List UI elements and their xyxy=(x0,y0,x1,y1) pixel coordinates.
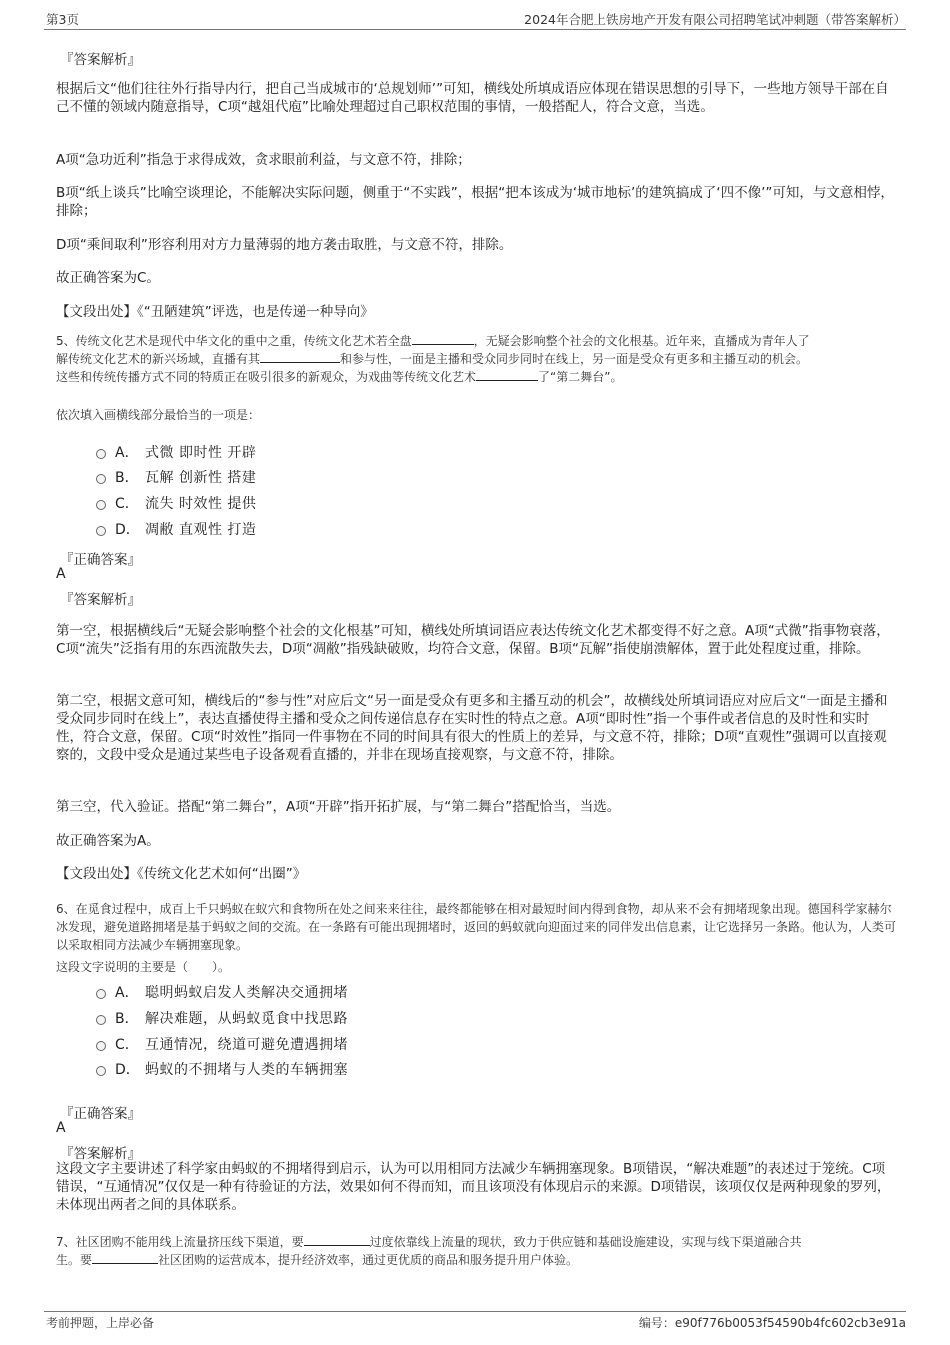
analysis-option-a: A项“急功近利”指急于求得成效，贪求眼前利益，与文意不符，排除； xyxy=(56,152,471,168)
option-d[interactable]: D． 凋敝 直观性 打造 xyxy=(96,519,256,539)
option-d[interactable]: D． 蚂蚁的不拥堵与人类的车辆拥塞 xyxy=(96,1059,348,1079)
source-citation: 【文段出处】《“丑陋建筑”评选，也是传递一种导向》 xyxy=(56,304,374,320)
question-prompt: 依次填入画横线部分最恰当的一项是： xyxy=(56,408,261,422)
fill-blank-2 xyxy=(92,1251,158,1264)
header-divider xyxy=(44,29,906,30)
option-b[interactable]: B． 解决难题，从蚂蚁觅食中找思路 xyxy=(96,1008,348,1028)
fill-blank-3 xyxy=(476,368,538,381)
option-c[interactable]: C． 互通情况，绕道可避免遭遇拥堵 xyxy=(96,1034,348,1054)
radio-button[interactable] xyxy=(96,1015,106,1025)
analysis-label: 『答案解析』 xyxy=(60,52,141,68)
question-stem: 5、传统文化艺术是现代中华文化的重中之重，传统文化艺术若全盘 ，无疑会影响整个社会的文化根基。近年来，直播成为青年人了 解传统文化艺术的新兴场域，直播有其 和参与性，一面是主播和受众同步同时在线上，另一面是受众有更多和主播互动的机会。 这些和传统传播方式不同的特质正在吸引很多的新观众，为戏曲等传统文化艺术 了“第二舞台”。 xyxy=(56,334,810,384)
radio-button[interactable] xyxy=(96,1041,106,1051)
option-a[interactable]: A． 式微 即时性 开辟 xyxy=(96,442,256,462)
question-prompt: 这段文字说明的主要是（ ）。 xyxy=(56,960,231,974)
analysis-paragraph: 第三空，代入验证。搭配“第二舞台”，A项“开辟”指开拓扩展，与“第二舞台”搭配恰当，当选。 xyxy=(56,799,621,815)
option-a[interactable]: A． 聪明蚂蚁启发人类解决交通拥堵 xyxy=(96,982,348,1002)
analysis-paragraph: 根据后文“他们往往外行指导内行，把自己当成城市的‘总规划师’”可知，横线处所填成语应体现在错误思想的引导下，一些地方领导干部在自己不懂的领域内随意指导，C项“越俎代庖”比喻处理超过自己职权范围的事情，一般搭配人，符合文意，当选。 xyxy=(56,81,889,115)
correct-answer-label: 『正确答案』 xyxy=(60,552,141,568)
question-stem: 7、社区团购不能用线上流量挤压线下渠道，要 过度依靠线上流量的现状，致力于供应链和基础设施建设，实现与线下渠道融合共 生。要 社区团购的运营成本，提升经济效率，通过更优质的商品和服务提升用户体验。 xyxy=(56,1235,802,1267)
correct-answer: A xyxy=(56,566,66,582)
answer-conclusion: 故正确答案为C。 xyxy=(56,270,160,286)
source-citation: 【文段出处】《传统文化艺术如何“出圈”》 xyxy=(56,866,307,882)
analysis-paragraph: 第一空，根据横线后“无疑会影响整个社会的文化根基”可知，横线处所填词语应表达传统文化艺术都变得不好之意。A项“式微”指事物衰落，C项“流失”泛指有用的东西流散失去，D项“凋敝”指残缺破败，均符合文意，保留。B项“瓦解”指使崩溃解体，置于此处程度过重，排除。 xyxy=(56,623,890,657)
radio-button[interactable] xyxy=(96,526,106,536)
radio-button[interactable] xyxy=(96,449,106,459)
radio-button[interactable] xyxy=(96,989,106,999)
analysis-label: 『答案解析』 xyxy=(60,1146,141,1162)
document-title: 2024年合肥上铁房地产开发有限公司招聘笔试冲刺题（带答案解析） xyxy=(524,12,906,27)
analysis-paragraph: 这段文字主要讲述了科学家由蚂蚁的不拥堵得到启示，认为可以用相同方法减少车辆拥塞现象。B项错误，“解决难题”的表述过于笼统。C项错误，“互通情况”仅仅是一种有待验证的方法，效果如何不得而知，而且该项没有体现启示的来源。D项错误，该项仅仅是两种现象的罗列，未体现出两者之间的具体联系。 xyxy=(56,1161,891,1213)
radio-button[interactable] xyxy=(96,500,106,510)
correct-answer: A xyxy=(56,1120,66,1136)
answer-conclusion: 故正确答案为A。 xyxy=(56,833,160,849)
fill-blank-1 xyxy=(412,332,474,345)
radio-button[interactable] xyxy=(96,1066,106,1076)
radio-button[interactable] xyxy=(96,474,106,484)
question-stem: 6、在觅食过程中，成百上千只蚂蚁在蚁穴和食物所在处之间来来往往，最终都能够在相对最短时间内得到食物，却从来不会有拥堵现象出现。德国科学家赫尔冰发现，避免道路拥堵是基于蚂蚁之间的交流。在一条路有可能出现拥堵时，返回的蚂蚁就向迎面过来的同伴发出信息素，让它选择另一条路。他认为，人类可以采取相同方法减少车辆拥塞现象。 xyxy=(56,902,897,952)
footer-slogan: 考前押题，上岸必备 xyxy=(46,1316,155,1330)
analysis-label: 『答案解析』 xyxy=(60,592,141,608)
analysis-option-d: D项“乘间取利”形容利用对方力量薄弱的地方袭击取胜，与文意不符，排除。 xyxy=(56,237,513,253)
fill-blank-1 xyxy=(304,1233,370,1246)
document-code: 编号：e90f776b0053f54590b4fc602cb3e91a xyxy=(638,1316,906,1330)
page-number: 第3页 xyxy=(46,12,79,27)
analysis-option-b: B项“纸上谈兵”比喻空谈理论，不能解决实际问题，侧重于“不实践”，根据“把本该成为‘城市地标’的建筑搞成了‘四不像’”可知，与文意相悖，排除； xyxy=(56,185,894,219)
fill-blank-2 xyxy=(260,350,340,363)
footer-divider xyxy=(44,1311,906,1312)
analysis-paragraph: 第二空，根据文意可知，横线后的“参与性”对应后文“另一面是受众有更多和主播互动的机会”，故横线处所填词语应对应后文“一面是主播和受众同步同时在线上”，表达直播使得主播和受众之间传递信息存在实时性的特点之意。A项“即时性”指一个事件或者信息的及时性和实时性，符合文意，保留。C项“时效性”指同一件事物在不同的时间具有很大的性质上的差异，与文意不符，排除；D项“直观性”强调可以直接观察的，文段中受众是通过某些电子设备观看直播的，并非在现场直接观察，与文意不符，排除。 xyxy=(56,693,888,763)
correct-answer-label: 『正确答案』 xyxy=(60,1106,141,1122)
option-c[interactable]: C． 流失 时效性 提供 xyxy=(96,493,256,513)
option-b[interactable]: B． 瓦解 创新性 搭建 xyxy=(96,467,256,487)
